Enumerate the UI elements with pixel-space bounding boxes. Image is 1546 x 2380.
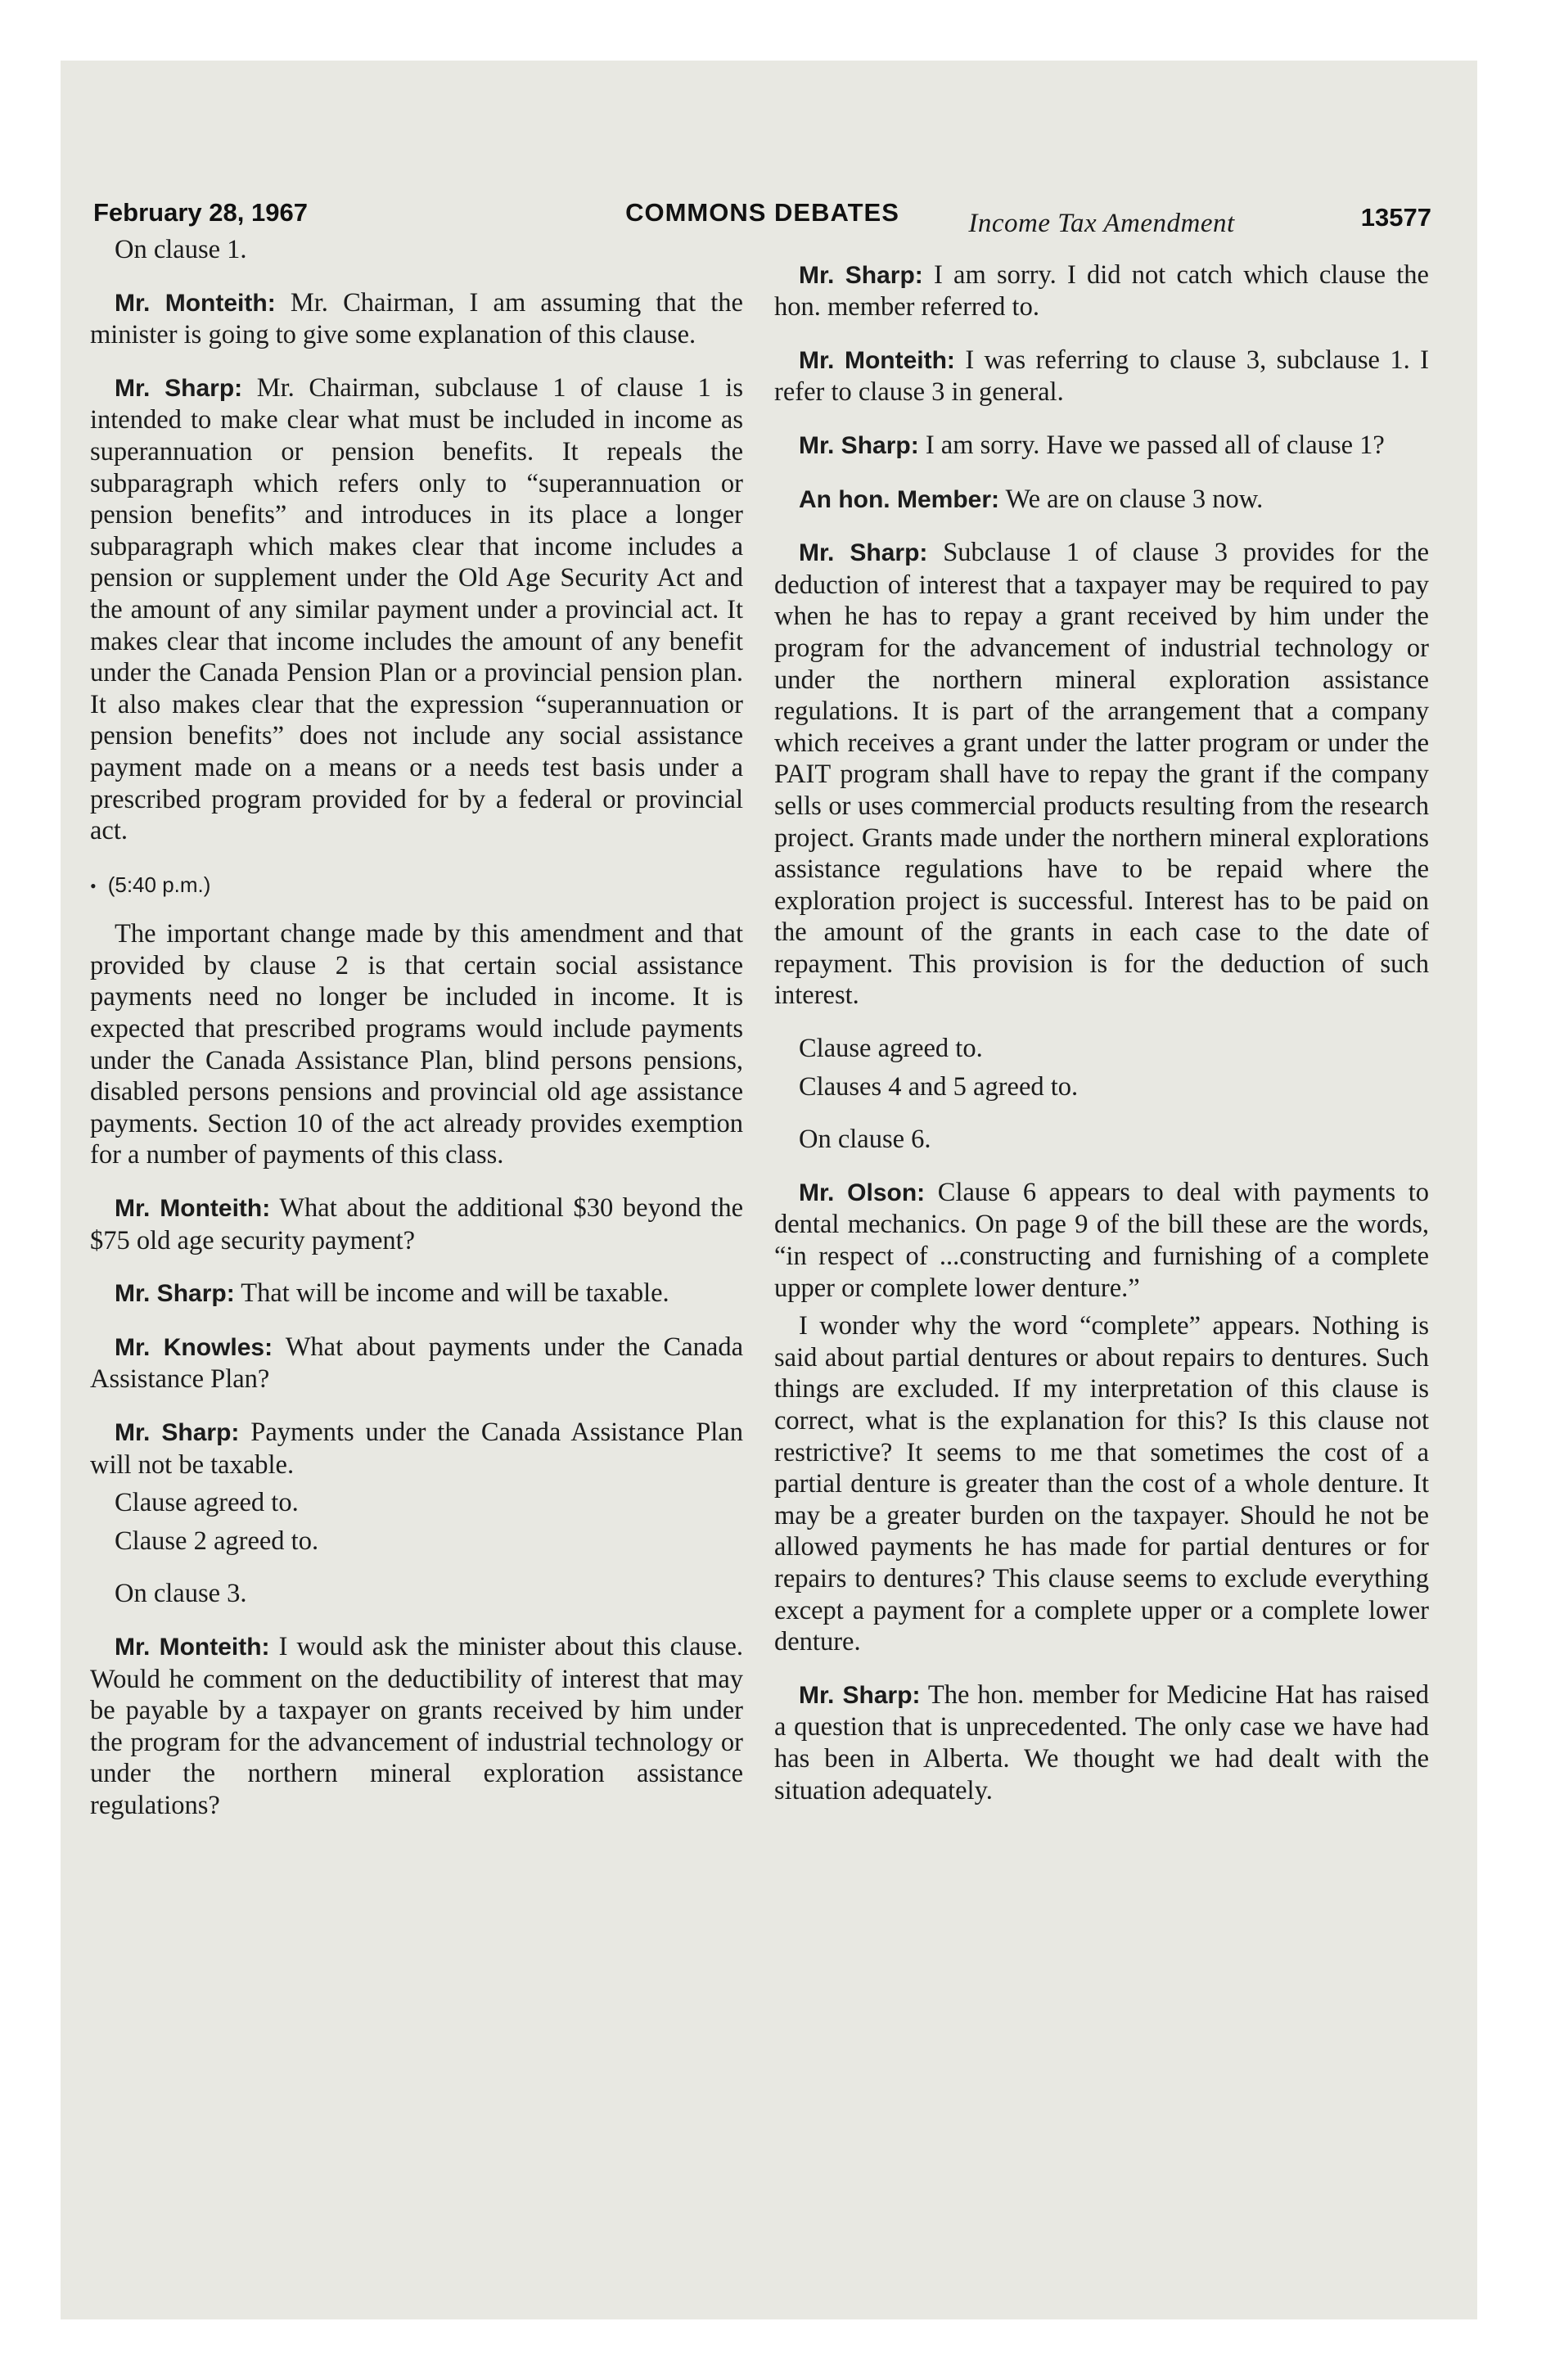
speech-paragraph bbox=[90, 1332, 743, 1395]
speech-paragraph bbox=[90, 1192, 743, 1256]
paragraph: On clause 3. bbox=[115, 1579, 247, 1609]
speech-paragraph bbox=[774, 259, 1429, 323]
header-date: February 28, 1967 bbox=[93, 198, 308, 227]
section-title: Income Tax Amendment bbox=[968, 209, 1235, 238]
speech-paragraph bbox=[774, 345, 1429, 408]
speech-paragraph bbox=[90, 372, 743, 847]
speech-text: I am sorry. I did not catch which clause the hon. member referred to. bbox=[774, 259, 1429, 322]
speech-paragraph bbox=[774, 1679, 1429, 1806]
speech-paragraph bbox=[90, 287, 743, 351]
time-stamp: (5:40 p.m.) bbox=[107, 872, 211, 897]
speaker-name: An hon. Member: bbox=[799, 485, 999, 513]
speech-paragraph bbox=[774, 484, 1429, 516]
speaker-name: Mr. Sharp: bbox=[115, 1280, 235, 1308]
speech-text: What about the additional $30 beyond the $75 old age security payment? bbox=[90, 1193, 743, 1255]
paragraph: On clause 6. bbox=[799, 1125, 931, 1155]
speech-text: Mr. Chairman, subclause 1 of clause 1 is intended to make clear what must be included in income as superannuation or pension benefits. It repeals the subparagraph which refers only to “superannuation or pension benefits” and introduces in its place a longer subparagraph which makes clear that income includes a pension or supplement under the Old Age Security Act and the amount of any similar payment under a provincial act. It makes clear that income includes the amount of any benefit under the Canada Pension Plan or a provincial pension plan. It also makes clear that the expression “superannuation or pension benefits” does not include any social assistance payment made on a means or a needs test basis under a prescribed program provided for by a federal or provincial act. bbox=[90, 372, 743, 846]
speech-text: I was referring to clause 3, subclause 1. I refer to clause 3 in general. bbox=[774, 345, 1429, 408]
left-column bbox=[90, 234, 743, 1843]
speech-text: I would ask the minister about this clause. Would he comment on the deductibility of interest that may be payable by a taxpayer on grants received by him under the program for the advancement of industrial technology or under the northern mineral exploration assistance regulations? bbox=[90, 1631, 743, 1820]
paragraph: Clauses 4 and 5 agreed to. bbox=[799, 1071, 1079, 1102]
speech-paragraph bbox=[90, 1417, 743, 1481]
speech-paragraph bbox=[90, 1278, 743, 1310]
speech-paragraph bbox=[774, 537, 1429, 1012]
speech-paragraph bbox=[774, 1177, 1429, 1304]
paragraph: I wonder why the word “complete” appears. Nothing is said about partial dentures or about repairs to dentures. Such things are excluded. If my interpretation of this clause is correct, what is the explanation for this? Is this clause not restrictive? It seems to me that sometimes the cost of a partial denture is greater than the cost of a whole denture. It may be a greater burden on the taxpayer. Should he not be allowed payments he has made for partial dentures or for repairs to dentures? This clause seems to exclude everything except a payment for a complete upper or a complete lower denture. bbox=[774, 1311, 1429, 1657]
speaker-name: Mr. Monteith: bbox=[799, 346, 955, 374]
paragraph: Clause agreed to. bbox=[115, 1488, 299, 1518]
speaker-name: Mr. Sharp: bbox=[799, 431, 919, 459]
speaker-name: Mr. Olson: bbox=[799, 1179, 926, 1206]
page-number: 13577 bbox=[1360, 203, 1431, 232]
speaker-name: Mr. Knowles: bbox=[115, 1333, 273, 1361]
speech-text: That will be income and will be taxable. bbox=[234, 1278, 669, 1309]
speaker-name: Mr. Sharp: bbox=[799, 539, 928, 567]
speech-text: Subclause 1 of clause 3 provides for the deduction of interest that a taxpayer may be required to pay when he has to repay a grant received by him under the program for the advancement of industrial technology or under the northern mineral exploration assistance regulations. It is part of the arrangement that a company which receives a grant under the latter program or under the PAIT program shall have to repay the grant if the company sells or uses commercial products resulting from the research project. Grants made under the northern mineral explorations assistance regulations have to be repaid where the exploration project is successful. Interest has to be paid on the amount of the grants in each case to the date of repayment. This provision is for the deduction of such interest. bbox=[774, 538, 1429, 1011]
speech-text: We are on clause 3 now. bbox=[999, 484, 1264, 514]
speech-text: I am sorry. Have we passed all of clause 1? bbox=[918, 430, 1385, 460]
paragraph: On clause 1. bbox=[115, 235, 247, 264]
paragraph: The important change made by this amendment and that provided by clause 2 is that certain social assistance payments need no longer be included in income. It is expected that prescribed programs would include payments under the Canada Assistance Plan, blind persons pensions, disabled persons pensions and provincial old age assistance payments. Section 10 of the act already provides exemption for a number of payments of this class. bbox=[90, 919, 743, 1170]
speech-text: Clause 6 appears to deal with payments to dental mechanics. On page 9 of the bill these are the words, “in respect of ...constructing and furnishing of a complete upper or complete lower denture.” bbox=[774, 1177, 1429, 1303]
speech-text: The hon. member for Medicine Hat has raised a question that is unprecedented. The only case we have had has been in Alberta. We thought we had dealt with the situation adequately. bbox=[774, 1679, 1429, 1805]
speaker-name: Mr. Sharp: bbox=[115, 374, 243, 402]
header-title: COMMONS DEBATES bbox=[625, 198, 899, 227]
speech-paragraph bbox=[90, 1631, 743, 1822]
speaker-name: Mr. Monteith: bbox=[115, 289, 276, 317]
speech-text: What about payments under the Canada Assistance Plan? bbox=[90, 1332, 743, 1395]
speech-text: Payments under the Canada Assistance Plan will not be taxable. bbox=[90, 1418, 743, 1480]
speaker-name: Mr. Sharp: bbox=[799, 1681, 921, 1709]
speaker-name: Mr. Sharp: bbox=[115, 1419, 240, 1446]
paragraph: Clause agreed to. bbox=[799, 1034, 983, 1064]
time-marker bbox=[90, 868, 743, 903]
speaker-name: Mr. Sharp: bbox=[799, 261, 923, 289]
speech-paragraph bbox=[774, 430, 1429, 462]
speaker-name: Mr. Monteith: bbox=[115, 1195, 271, 1223]
page bbox=[61, 61, 1477, 2319]
speaker-name: Mr. Monteith: bbox=[115, 1633, 270, 1661]
paragraph: Clause 2 agreed to. bbox=[115, 1526, 319, 1556]
bullet-icon: • bbox=[90, 875, 97, 896]
speech-text: Mr. Chairman, I am assuming that the minister is going to give some explanation of this clause. bbox=[90, 287, 743, 350]
